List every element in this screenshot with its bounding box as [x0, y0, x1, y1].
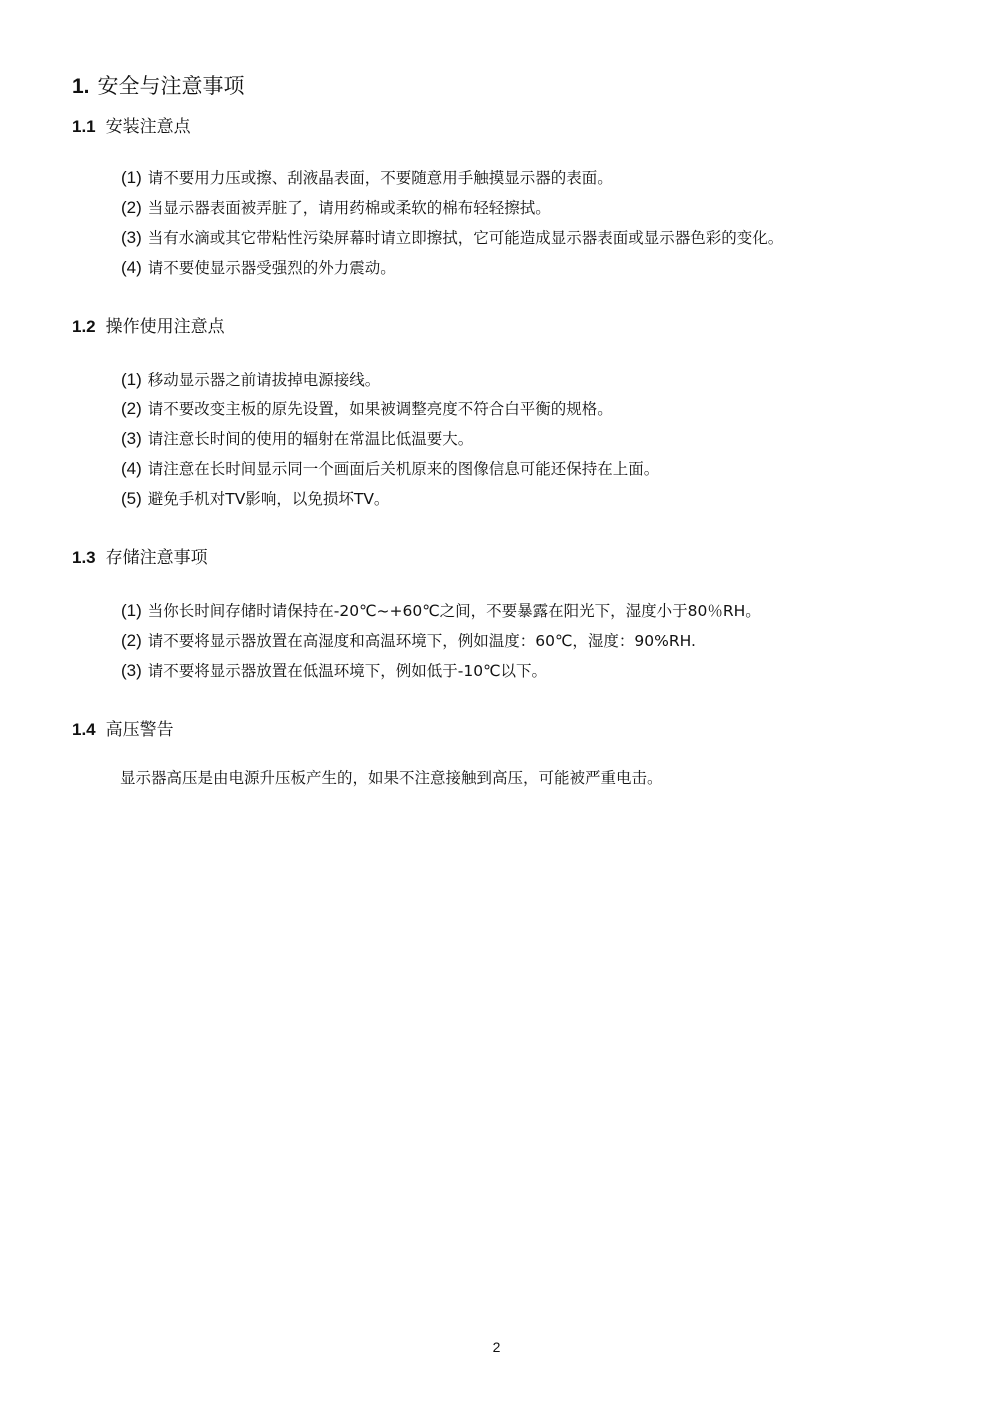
list-item-marker: (2)	[121, 399, 142, 418]
list-item-marker: (1)	[121, 168, 142, 187]
list-item-marker: (3)	[121, 228, 142, 247]
list-item-text: 避免手机对TV影响，以免损坏TV。	[147, 490, 390, 508]
list-item-text: 请不要将显示器放置在高湿度和高温环境下，例如温度：60℃，湿度：90%RH.	[147, 632, 696, 650]
list-item-marker: (4)	[121, 459, 142, 478]
list-item-marker: (5)	[121, 489, 142, 508]
list-item-text: 当有水滴或其它带粘性污染屏幕时请立即擦拭，它可能造成显示器表面或显示器色彩的变化。	[147, 229, 784, 247]
section-title: 存储注意事项	[105, 548, 208, 568]
list-item-marker: (1)	[121, 601, 142, 620]
section-title: 安装注意点	[105, 117, 191, 137]
list-item-text: 请不要将显示器放置在低温环境下，例如低于-10℃以下。	[147, 662, 548, 680]
list-item	[121, 369, 380, 391]
list-item-text: 请不要用力压或擦、刮液晶表面，不要随意用手触摸显示器的表面。	[147, 169, 613, 187]
chapter-number: 1.	[72, 75, 90, 98]
section-heading-1-4	[72, 718, 174, 742]
section-heading-1-2	[72, 315, 225, 339]
list-item-marker: (3)	[121, 429, 142, 448]
list-item	[121, 257, 396, 279]
list-item	[121, 398, 613, 420]
section-title: 高压警告	[105, 720, 174, 740]
list-item-text: 请不要改变主板的原先设置，如果被调整亮度不符合白平衡的规格。	[147, 400, 613, 418]
list-item-text: 请注意在长时间显示同一个画面后关机原来的图像信息可能还保持在上面。	[147, 460, 660, 478]
list-item	[121, 227, 783, 249]
section-number: 1.1	[72, 117, 96, 136]
list-item-marker: (3)	[121, 661, 142, 680]
list-item	[121, 630, 696, 652]
list-item-text: 请注意长时间的使用的辐射在常温比低温要大。	[147, 430, 474, 448]
chapter-title: 安全与注意事项	[97, 74, 245, 98]
list-item	[121, 167, 613, 189]
section-number: 1.2	[72, 317, 96, 336]
list-item	[121, 660, 547, 682]
list-item-marker: (4)	[121, 258, 142, 277]
list-item-marker: (1)	[121, 370, 142, 389]
section-heading-1-1	[72, 115, 191, 139]
list-item	[121, 197, 551, 219]
section-paragraph: 显示器高压是由电源升压板产生的，如果不注意接触到高压，可能被严重电击。	[120, 769, 663, 787]
list-item	[121, 428, 473, 450]
section-title: 操作使用注意点	[105, 317, 225, 337]
list-item	[121, 488, 389, 510]
list-item	[121, 458, 659, 480]
list-item-marker: (2)	[121, 198, 142, 217]
list-item	[121, 600, 761, 622]
section-number: 1.3	[72, 548, 96, 567]
list-item-text: 移动显示器之前请拔掉电源接线。	[147, 371, 381, 389]
chapter-heading	[72, 72, 245, 101]
section-number: 1.4	[72, 720, 96, 739]
page-number: 2	[492, 1339, 501, 1355]
list-item-text: 当你长时间存储时请保持在-20℃~+60℃之间，不要暴露在阳光下，湿度小于80％RH。	[147, 602, 761, 620]
list-item-text: 当显示器表面被弄脏了，请用药棉或柔软的棉布轻轻擦拭。	[147, 199, 551, 217]
list-item-marker: (2)	[121, 631, 142, 650]
list-item-text: 请不要使显示器受强烈的外力震动。	[147, 259, 396, 277]
section-heading-1-3	[72, 546, 208, 570]
